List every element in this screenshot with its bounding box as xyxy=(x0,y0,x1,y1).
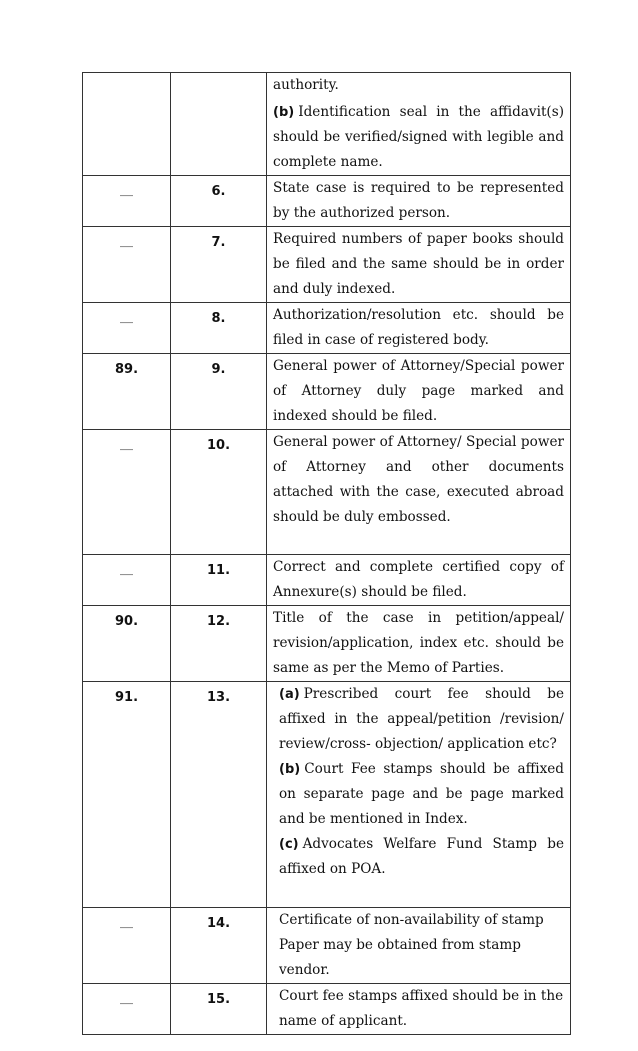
serial-cell: __ xyxy=(83,176,171,227)
requirement-cell xyxy=(267,176,571,227)
item-number: 14. xyxy=(171,908,267,984)
table-row xyxy=(83,354,571,430)
item-number: 10. xyxy=(171,430,267,555)
serial-cell: __ xyxy=(83,555,171,606)
table-row xyxy=(83,606,571,682)
requirement-cell xyxy=(267,908,571,984)
table-row xyxy=(83,227,571,303)
requirement-cell xyxy=(267,984,571,1035)
serial-number: 90. xyxy=(83,606,171,682)
requirement-cell xyxy=(267,227,571,303)
item-number: 6. xyxy=(171,176,267,227)
paragraph: Court fee stamps affixed should be in the name of applicant. xyxy=(279,988,564,1029)
table-row xyxy=(83,908,571,984)
paragraph: Certificate of non-availability of stamp Paper may be obtained from stamp vendor. xyxy=(279,912,544,978)
paragraph xyxy=(279,757,564,832)
checklist-table xyxy=(82,72,571,1035)
serial-cell: __ xyxy=(83,984,171,1035)
serial-cell: __ xyxy=(83,430,171,555)
paragraph: Title of the case in petition/appeal/ revision/application, index etc. should be same as per the Memo of Parties. xyxy=(273,610,564,676)
item-number: 9. xyxy=(171,354,267,430)
paragraph: Correct and complete certified copy of Annexure(s) should be filed. xyxy=(273,559,564,600)
item-cell xyxy=(171,73,267,176)
paragraph: Required numbers of paper books should be filed and the same should be in order and duly indexed. xyxy=(273,231,564,297)
serial-cell: __ xyxy=(83,227,171,303)
clause-label: (c) xyxy=(279,837,299,852)
clause-text: Identification seal in the affidavit(s) should be verified/signed with legible and complete name. xyxy=(273,104,564,170)
clause-label: (b) xyxy=(279,762,301,777)
paragraph: General power of Attorney/Special power of Attorney duly page marked and indexed should be filed. xyxy=(273,358,564,424)
item-number: 15. xyxy=(171,984,267,1035)
clause-label: (a) xyxy=(279,687,300,702)
requirement-cell xyxy=(267,354,571,430)
serial-number: 89. xyxy=(83,354,171,430)
table-row xyxy=(83,430,571,555)
item-number: 12. xyxy=(171,606,267,682)
item-number: 7. xyxy=(171,227,267,303)
table-row xyxy=(83,176,571,227)
clause-text: Advocates Welfare Fund Stamp be affixed on POA. xyxy=(279,836,564,877)
item-number: 13. xyxy=(171,682,267,908)
clause-text: Prescribed court fee should be affixed in the appeal/petition /revision/ review/cross- objection/ application etc? xyxy=(279,686,564,752)
paragraph xyxy=(273,100,564,175)
serial-cell: __ xyxy=(83,908,171,984)
table-row xyxy=(83,682,571,908)
table-row xyxy=(83,555,571,606)
requirement-cell xyxy=(267,73,571,176)
table-row xyxy=(83,73,571,176)
serial-number: 91. xyxy=(83,682,171,908)
requirement-cell xyxy=(267,303,571,354)
item-number: 11. xyxy=(171,555,267,606)
paragraph: General power of Attorney/ Special power of Attorney and other documents attached with the case, executed abroad should be duly embossed. xyxy=(273,434,564,525)
item-number: 8. xyxy=(171,303,267,354)
paragraph: Authorization/resolution etc. should be filed in case of registered body. xyxy=(273,307,564,348)
paragraph: authority. xyxy=(273,77,339,93)
requirement-cell xyxy=(267,430,571,555)
clause-label: (b) xyxy=(273,105,295,120)
requirement-cell xyxy=(267,682,571,908)
serial-cell: __ xyxy=(83,303,171,354)
requirement-cell xyxy=(267,555,571,606)
paragraph xyxy=(279,682,564,757)
paragraph: State case is required to be represented by the authorized person. xyxy=(273,180,564,221)
requirement-cell xyxy=(267,606,571,682)
paragraph xyxy=(279,832,564,882)
table-row xyxy=(83,303,571,354)
clause-text: Court Fee stamps should be affixed on separate page and be page marked and be mentioned in Index. xyxy=(279,761,564,827)
serial-cell xyxy=(83,73,171,176)
table-row xyxy=(83,984,571,1035)
